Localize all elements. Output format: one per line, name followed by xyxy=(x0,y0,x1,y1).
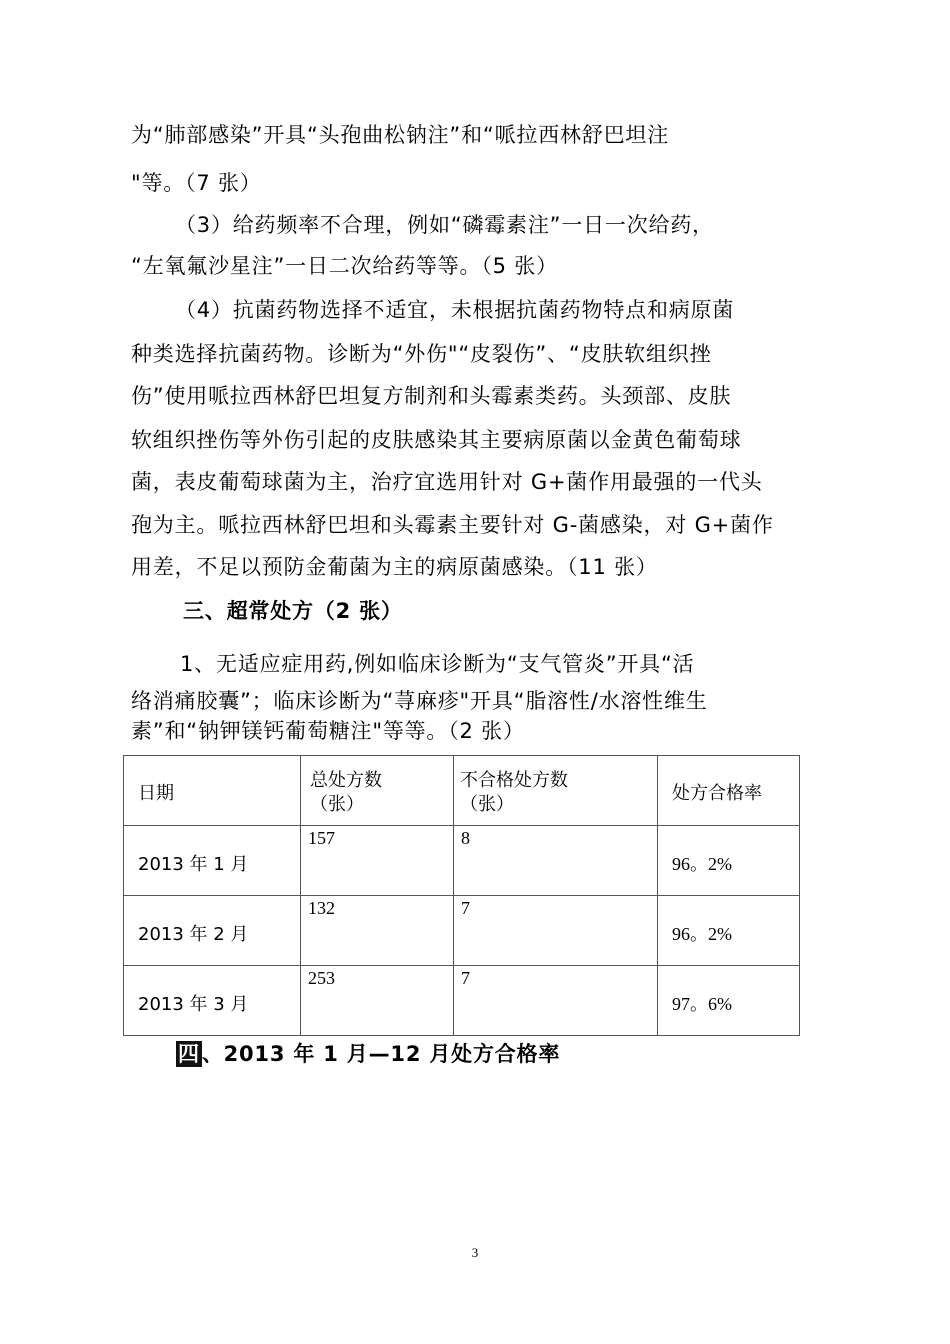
header-date: 日期 xyxy=(138,783,174,804)
row-date: 2013 年 2 月 xyxy=(138,924,249,945)
table-row xyxy=(124,896,800,966)
page-number: 3 xyxy=(471,1245,479,1260)
row-rate: 96。2% xyxy=(672,854,732,874)
row-rate: 96。2% xyxy=(672,924,732,944)
rate-cell xyxy=(658,826,800,896)
table-row xyxy=(124,966,800,1036)
date-cell xyxy=(124,966,301,1036)
row-rate: 97。6% xyxy=(672,994,732,1014)
unqualified-cell xyxy=(454,826,658,896)
header-cell xyxy=(454,756,658,826)
row-total: 253 xyxy=(308,968,335,988)
section-heading-4 xyxy=(176,1041,876,1067)
paragraph-line: "等。（7 张） xyxy=(131,171,262,195)
heading-highlight-mark: 四 xyxy=(178,1042,200,1066)
date-cell xyxy=(124,826,301,896)
row-date: 2013 年 1 月 xyxy=(138,854,249,875)
unqualified-cell xyxy=(454,896,658,966)
total-cell xyxy=(301,826,454,896)
paragraph-line: （4）抗菌药物选择不适宜，未根据抗菌药物特点和病原菌 xyxy=(175,298,735,322)
paragraph-line: 菌，表皮葡萄球菌为主，治疗宜选用针对 G+菌作用最强的一代头 xyxy=(131,470,763,494)
header-unqualified-unit: （张） xyxy=(460,794,514,815)
section-heading-3: 三、超常处方（2 张） xyxy=(183,599,403,623)
paragraph-line: 1、无适应症用药,例如临床诊断为“支气管炎”开具“活 xyxy=(180,652,695,676)
header-total: 总处方数 xyxy=(310,770,382,791)
table-header-row xyxy=(124,756,800,826)
paragraph-line: 为“肺部感染”开具“头孢曲松钠注”和“哌拉西林舒巴坦注 xyxy=(131,123,669,147)
unqualified-cell xyxy=(454,966,658,1036)
header-rate: 处方合格率 xyxy=(672,783,762,804)
date-cell xyxy=(124,896,301,966)
table-row xyxy=(124,826,800,896)
paragraph-line: 用差，不足以预防金葡菌为主的病原菌感染。（11 张） xyxy=(131,555,658,579)
row-unqualified: 7 xyxy=(461,968,470,988)
header-unqualified: 不合格处方数 xyxy=(460,770,568,791)
total-cell xyxy=(301,966,454,1036)
heading-text: 、2013 年 1 月—12 月处方合格率 xyxy=(201,1042,561,1066)
prescription-rate-table xyxy=(123,755,800,1036)
row-date: 2013 年 3 月 xyxy=(138,994,249,1015)
paragraph-line: 种类选择抗菌药物。诊断为“外伤"“皮裂伤”、“皮肤软组织挫 xyxy=(131,342,712,366)
paragraph-line: 伤”使用哌拉西林舒巴坦复方制剂和头霉素类药。头颈部、皮肤 xyxy=(131,384,732,408)
header-cell xyxy=(124,756,301,826)
row-total: 157 xyxy=(308,828,335,848)
header-cell xyxy=(301,756,454,826)
rate-cell xyxy=(658,896,800,966)
header-total-unit: （张） xyxy=(310,794,364,815)
header-cell xyxy=(658,756,800,826)
paragraph-line: 软组织挫伤等外伤引起的皮肤感染其主要病原菌以金黄色葡萄球 xyxy=(131,428,742,452)
total-cell xyxy=(301,896,454,966)
row-unqualified: 7 xyxy=(461,898,470,918)
row-unqualified: 8 xyxy=(461,828,470,848)
paragraph-line: （3）给药频率不合理，例如“磷霉素注”一日一次给药， xyxy=(175,213,714,237)
rate-cell xyxy=(658,966,800,1036)
paragraph-line: “左氧氟沙星注”一日二次给药等等。（5 张） xyxy=(131,254,558,278)
paragraph-line: 孢为主。哌拉西林舒巴坦和头霉素主要针对 G-菌感染，对 G+菌作 xyxy=(131,513,774,537)
paragraph-line: 素”和“钠钾镁钙葡萄糖注"等等。（2 张） xyxy=(131,719,525,743)
row-total: 132 xyxy=(308,898,335,918)
paragraph-line: 络消痛胶囊”；临床诊断为“荨麻疹"开具“脂溶性/水溶性维生 xyxy=(131,689,708,713)
